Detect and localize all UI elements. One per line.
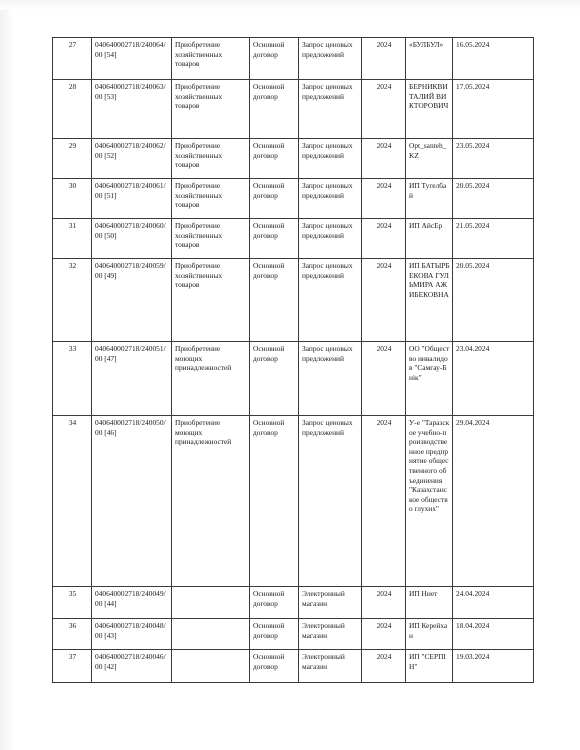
supplier: У-е "Таразское учебно-производственное предприятие общественного объединения "Казахстанское общество глухих" bbox=[406, 416, 453, 587]
supplier: ИП Ниет bbox=[406, 587, 453, 619]
procurement-method: Запрос ценовых предложений bbox=[299, 219, 362, 259]
procurement-subject: Приобретение моющих принадлежностей bbox=[172, 416, 250, 587]
procurement-registry-table bbox=[52, 37, 534, 683]
contract-type: Основной договор bbox=[250, 139, 299, 179]
table-row bbox=[53, 219, 534, 259]
table-row bbox=[53, 139, 534, 179]
procurement-method: Электронный магазин bbox=[299, 619, 362, 650]
contract-type: Основной договор bbox=[250, 587, 299, 619]
contract-date: 18.04.2024 bbox=[453, 619, 534, 650]
year: 2024 bbox=[362, 219, 406, 259]
contract-date: 23.04.2024 bbox=[453, 342, 534, 416]
contract-code: 040640002718/240050/00 [46] bbox=[92, 416, 172, 587]
contract-type: Основной договор bbox=[250, 650, 299, 683]
year: 2024 bbox=[362, 139, 406, 179]
year: 2024 bbox=[362, 587, 406, 619]
table-row bbox=[53, 416, 534, 587]
contract-code: 040640002718/240048/00 [43] bbox=[92, 619, 172, 650]
contract-date: 29.04.2024 bbox=[453, 416, 534, 587]
contract-code: 040640002718/240051/00 [47] bbox=[92, 342, 172, 416]
supplier: Opt_santeh_KZ bbox=[406, 139, 453, 179]
contract-date: 20.05.2024 bbox=[453, 179, 534, 219]
year: 2024 bbox=[362, 259, 406, 342]
procurement-subject bbox=[172, 619, 250, 650]
contract-date: 17.05.2024 bbox=[453, 80, 534, 139]
procurement-subject: Приобретение хозяйственных товаров bbox=[172, 179, 250, 219]
contract-code: 040640002718/240059/00 [49] bbox=[92, 259, 172, 342]
procurement-method: Запрос ценовых предложений bbox=[299, 259, 362, 342]
table-row bbox=[53, 179, 534, 219]
row-number: 37 bbox=[53, 650, 92, 683]
contract-code: 040640002718/240061/00 [51] bbox=[92, 179, 172, 219]
procurement-method: Запрос ценовых предложений bbox=[299, 80, 362, 139]
table-row bbox=[53, 650, 534, 683]
year: 2024 bbox=[362, 650, 406, 683]
procurement-subject: Приобретение моющих принадлежностей bbox=[172, 342, 250, 416]
procurement-method: Запрос ценовых предложений bbox=[299, 38, 362, 80]
supplier: ОО "Общество инвалидов "Самгау-Бнік" bbox=[406, 342, 453, 416]
procurement-subject: Приобретение хозяйственных товаров bbox=[172, 219, 250, 259]
scan-shadow-top bbox=[0, 0, 580, 10]
row-number: 36 bbox=[53, 619, 92, 650]
procurement-subject: Приобретение хозяйственных товаров bbox=[172, 139, 250, 179]
supplier: ИП "СЕРПІН" bbox=[406, 650, 453, 683]
table-row bbox=[53, 38, 534, 80]
procurement-method: Запрос ценовых предложений bbox=[299, 139, 362, 179]
procurement-subject: Приобретение хозяйственных товаров bbox=[172, 38, 250, 80]
contract-date: 20.05.2024 bbox=[453, 259, 534, 342]
contract-type: Основной договор bbox=[250, 342, 299, 416]
contract-code: 040640002718/240060/00 [50] bbox=[92, 219, 172, 259]
contract-type: Основной договор bbox=[250, 619, 299, 650]
contract-code: 040640002718/240064/00 [54] bbox=[92, 38, 172, 80]
year: 2024 bbox=[362, 619, 406, 650]
procurement-subject bbox=[172, 587, 250, 619]
contract-type: Основной договор bbox=[250, 219, 299, 259]
contract-date: 21.05.2024 bbox=[453, 219, 534, 259]
procurement-method: Запрос ценовых предложений bbox=[299, 179, 362, 219]
table-row bbox=[53, 587, 534, 619]
scan-shadow-left bbox=[0, 0, 14, 750]
procurement-method: Запрос ценовых предложений bbox=[299, 416, 362, 587]
year: 2024 bbox=[362, 179, 406, 219]
supplier: ИП Тугелбай bbox=[406, 179, 453, 219]
year: 2024 bbox=[362, 416, 406, 587]
year: 2024 bbox=[362, 342, 406, 416]
supplier: ИП Керейхан bbox=[406, 619, 453, 650]
procurement-method: Электронный магазин bbox=[299, 587, 362, 619]
procurement-method: Электронный магазин bbox=[299, 650, 362, 683]
contract-code: 040640002718/240062/00 [52] bbox=[92, 139, 172, 179]
contract-code: 040640002718/240046/00 [42] bbox=[92, 650, 172, 683]
supplier: БЕРНИКВИТАЛИЙ ВИКТОРОВИЧ bbox=[406, 80, 453, 139]
row-number: 34 bbox=[53, 416, 92, 587]
row-number: 30 bbox=[53, 179, 92, 219]
contract-date: 16.05.2024 bbox=[453, 38, 534, 80]
procurement-subject: Приобретение хозяйственных товаров bbox=[172, 80, 250, 139]
contract-type: Основной договор bbox=[250, 416, 299, 587]
table-row bbox=[53, 342, 534, 416]
row-number: 28 bbox=[53, 80, 92, 139]
table-row bbox=[53, 259, 534, 342]
contract-date: 19.03.2024 bbox=[453, 650, 534, 683]
contract-code: 040640002718/240049/00 [44] bbox=[92, 587, 172, 619]
row-number: 31 bbox=[53, 219, 92, 259]
procurement-method: Запрос ценовых предложений bbox=[299, 342, 362, 416]
supplier: ИП БАТЫРБЕКОВА ГУЛЬМИРА АЖИБЕКОВНА bbox=[406, 259, 453, 342]
contract-type: Основной договор bbox=[250, 259, 299, 342]
supplier: ИП AйсЕр bbox=[406, 219, 453, 259]
supplier: «БУЛБУЛ» bbox=[406, 38, 453, 80]
row-number: 33 bbox=[53, 342, 92, 416]
table-row bbox=[53, 619, 534, 650]
contract-date: 23.05.2024 bbox=[453, 139, 534, 179]
year: 2024 bbox=[362, 80, 406, 139]
contract-type: Основной договор bbox=[250, 80, 299, 139]
registry-rows bbox=[53, 38, 534, 683]
procurement-subject bbox=[172, 650, 250, 683]
contract-date: 24.04.2024 bbox=[453, 587, 534, 619]
row-number: 32 bbox=[53, 259, 92, 342]
procurement-subject: Приобретение хозяйственных товаров bbox=[172, 259, 250, 342]
contract-type: Основной договор bbox=[250, 179, 299, 219]
row-number: 35 bbox=[53, 587, 92, 619]
year: 2024 bbox=[362, 38, 406, 80]
table-row bbox=[53, 80, 534, 139]
contract-code: 040640002718/240063/00 [53] bbox=[92, 80, 172, 139]
row-number: 29 bbox=[53, 139, 92, 179]
contract-type: Основной договор bbox=[250, 38, 299, 80]
row-number: 27 bbox=[53, 38, 92, 80]
